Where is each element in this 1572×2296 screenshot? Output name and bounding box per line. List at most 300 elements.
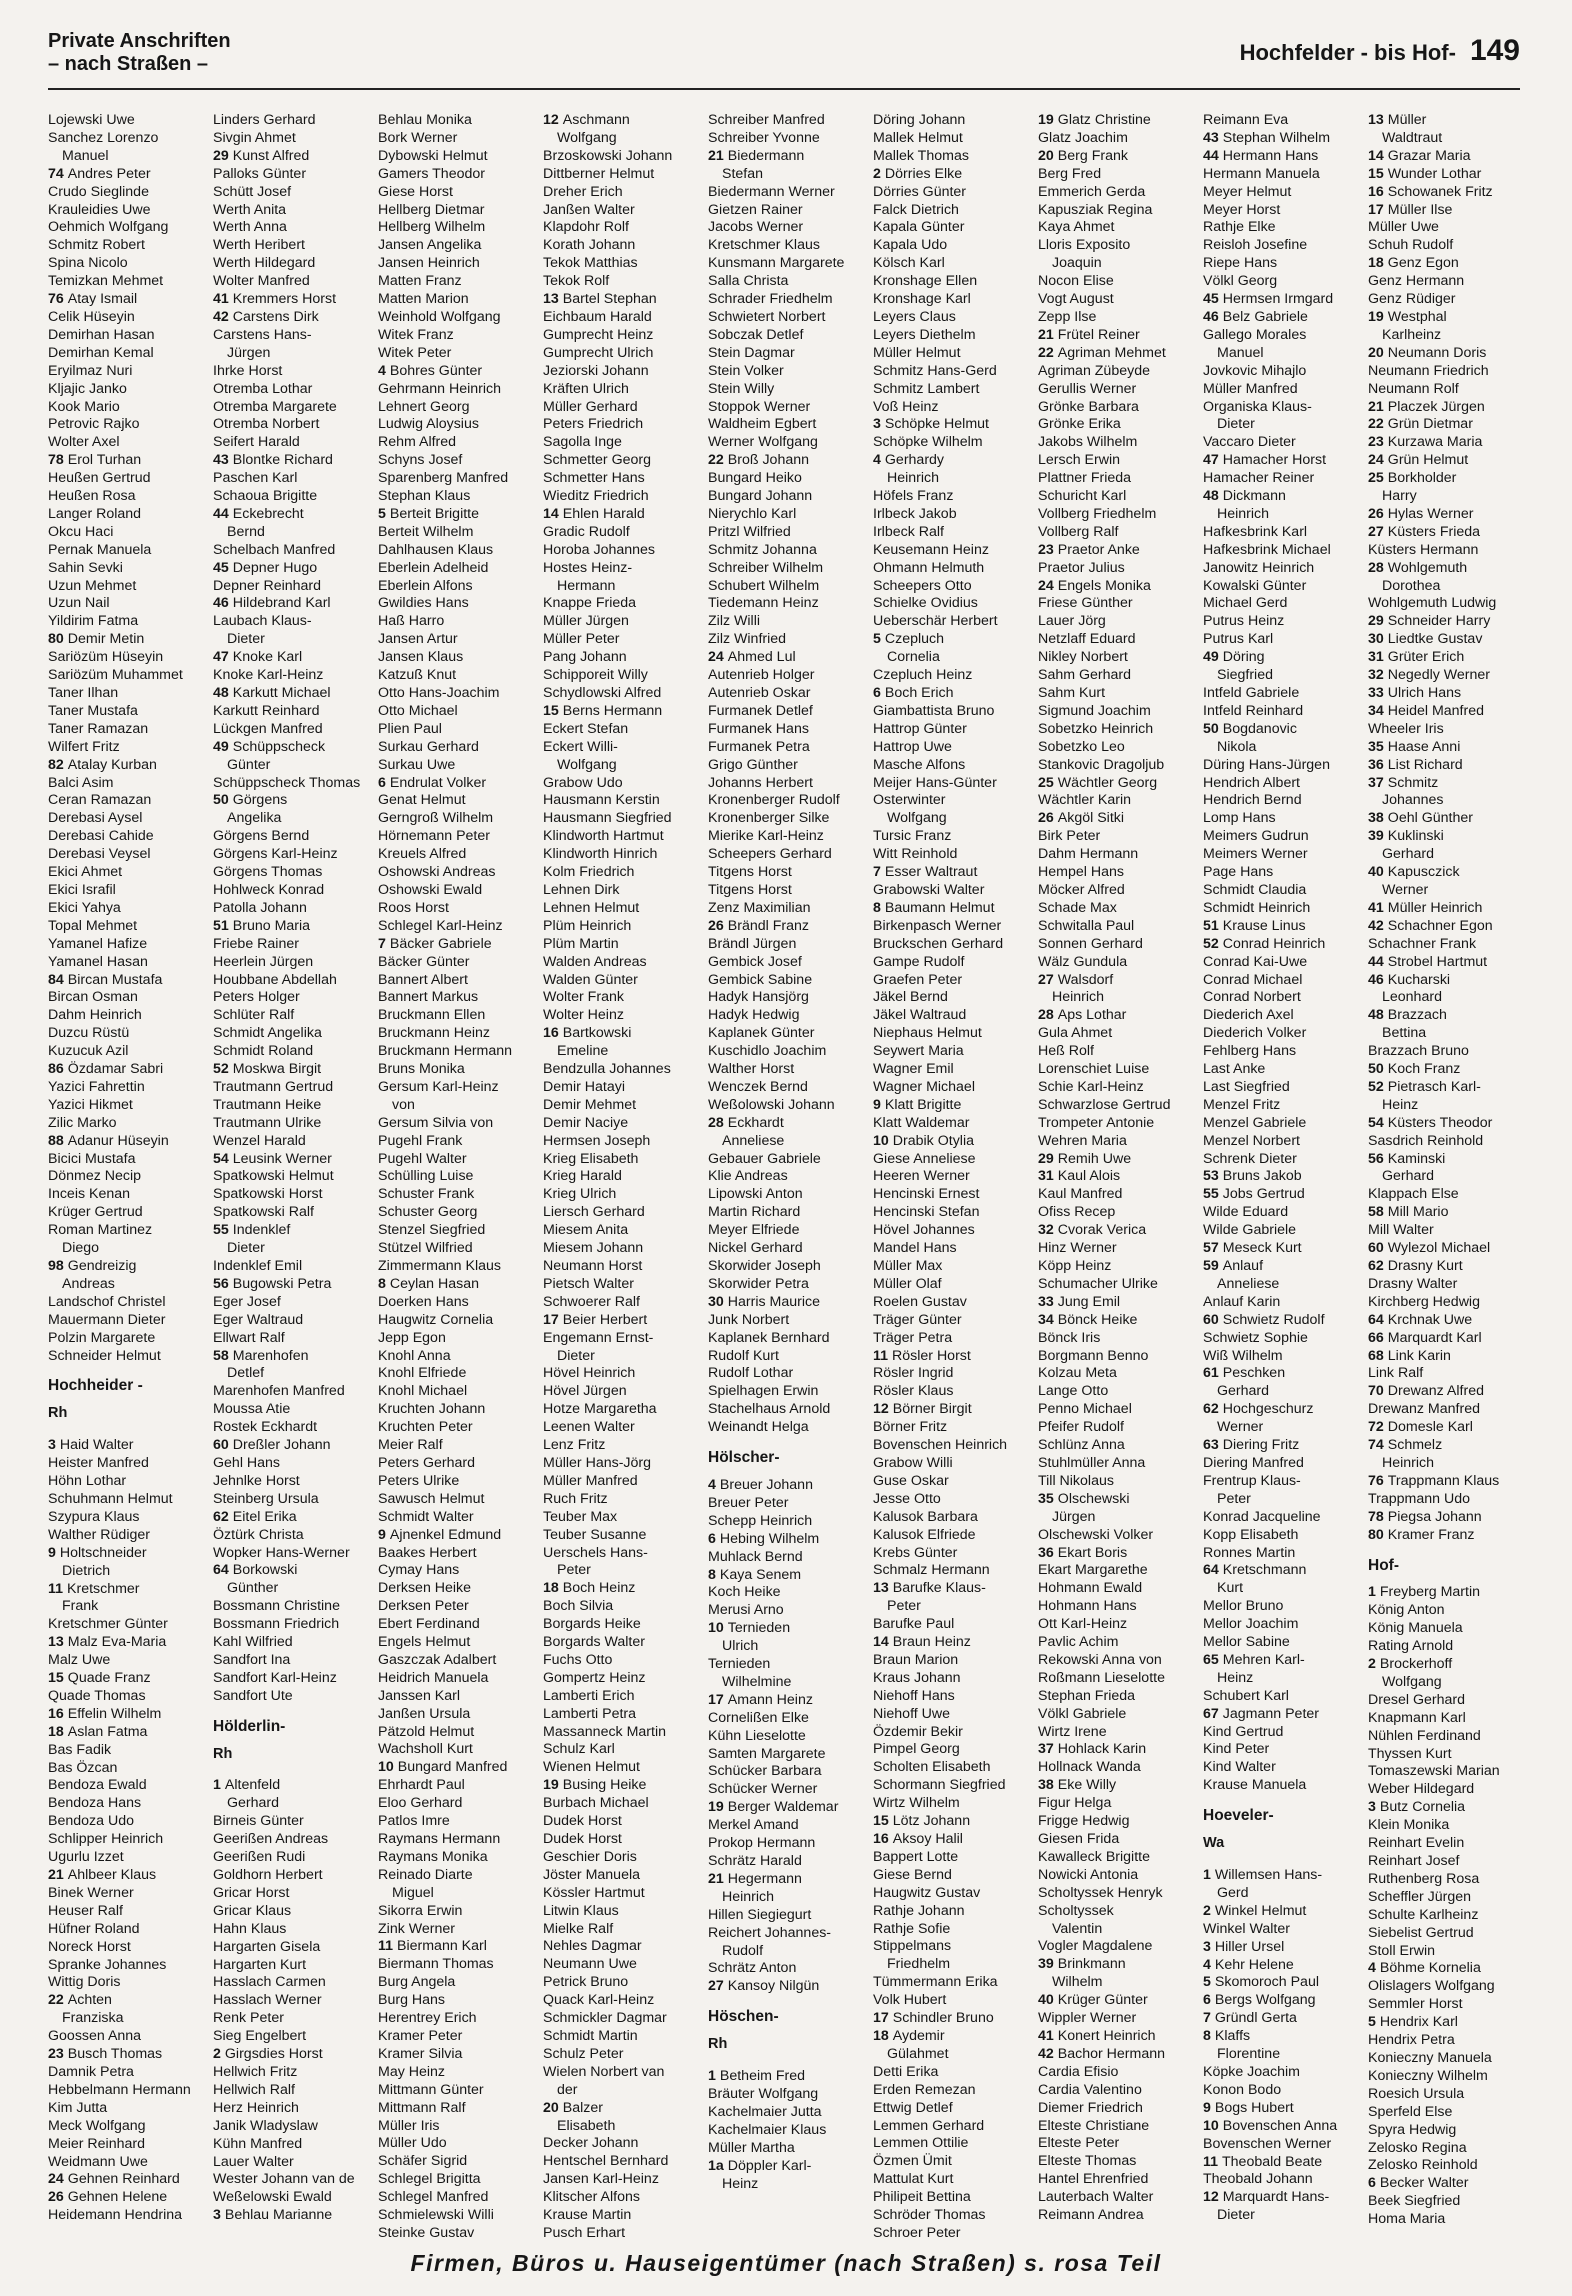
resident-entry: Zelosko Reinhold bbox=[1368, 2157, 1478, 2174]
entry-continuation: Dieter bbox=[227, 1240, 265, 1257]
resident-name: Olschewski bbox=[1057, 1490, 1130, 1507]
resident-entry: Ohmann Helmuth bbox=[873, 559, 985, 576]
resident-entry: Schmitz Hans-Gerd bbox=[873, 362, 997, 379]
resident-entry bbox=[1038, 578, 1198, 596]
resident-entry: Schreiber Manfred bbox=[708, 112, 825, 128]
resident-entry: Schroer Peter bbox=[873, 2224, 961, 2241]
house-number: 21 bbox=[1368, 398, 1384, 415]
resident-name: Bogdanovic bbox=[1222, 720, 1297, 737]
resident-name: Placzek Jürgen bbox=[1387, 398, 1485, 415]
resident-entry: Patlos Imre bbox=[378, 1813, 450, 1830]
house-number: 10 bbox=[873, 1132, 889, 1149]
resident-entry: Demirhan Hasan bbox=[48, 326, 155, 343]
resident-entry: Dudek Horst bbox=[543, 1813, 622, 1830]
resident-entry: Miesem Anita bbox=[543, 1222, 629, 1239]
resident-entry bbox=[1368, 345, 1528, 363]
house-number: 28 bbox=[1038, 1007, 1054, 1024]
resident-entry bbox=[1368, 470, 1528, 488]
house-number: 10 bbox=[708, 1620, 724, 1637]
house-number: 21 bbox=[708, 147, 724, 164]
resident-entry: Müller Martha bbox=[708, 2139, 795, 2156]
resident-entry: Ekici Israfil bbox=[48, 881, 116, 898]
resident-entry: Oshowski Andreas bbox=[378, 864, 496, 881]
resident-entry bbox=[1038, 1741, 1198, 1759]
resident-name: Kaminski bbox=[1387, 1150, 1446, 1167]
resident-entry: Gricar Horst bbox=[213, 1884, 290, 1901]
resident-entry bbox=[1368, 1151, 1528, 1169]
resident-entry: Jansen Karl-Heinz bbox=[543, 2171, 659, 2188]
resident-entry: Kronenberger Silke bbox=[708, 810, 830, 827]
resident-entry: Klie Andreas bbox=[708, 1168, 788, 1185]
resident-entry: Hadyk Hansjörg bbox=[708, 989, 809, 1006]
resident-entry: Eberlein Adelheid bbox=[378, 559, 489, 576]
resident-entry bbox=[1368, 1584, 1528, 1602]
resident-name: Ajnenkel Edmund bbox=[389, 1526, 502, 1543]
resident-entry bbox=[213, 2207, 373, 2225]
resident-entry: Spyra Hedwig bbox=[1368, 2121, 1457, 2138]
resident-entry bbox=[1203, 1240, 1363, 1258]
resident-entry: Hausmann Siegfried bbox=[543, 810, 672, 827]
resident-entry: Dudek Horst bbox=[543, 1831, 622, 1847]
resident-name: Biermann Karl bbox=[397, 1938, 487, 1955]
resident-entry: Rudolf Lothar bbox=[708, 1365, 794, 1382]
house-number: 28 bbox=[1368, 559, 1384, 576]
resident-name: Indenklef bbox=[232, 1222, 291, 1239]
resident-entry: Lamberti Petra bbox=[543, 1705, 637, 1722]
resident-entry bbox=[708, 1799, 868, 1817]
resident-entry: Nühlen Ferdinand bbox=[1368, 1727, 1481, 1744]
resident-name: Biedermann bbox=[727, 147, 805, 164]
resident-name: Bogs Hubert bbox=[1214, 2099, 1294, 2116]
house-number: 23 bbox=[48, 2046, 64, 2063]
house-number: 20 bbox=[543, 2099, 559, 2116]
resident-entry bbox=[48, 1258, 208, 1276]
house-number: 8 bbox=[378, 1275, 386, 1292]
resident-name: Bartkowski bbox=[562, 1025, 632, 1042]
resident-entry bbox=[1203, 2028, 1363, 2046]
resident-entry: Wagner Michael bbox=[873, 1078, 975, 1095]
resident-entry: Haugwitz Cornelia bbox=[378, 1311, 494, 1328]
resident-entry: Steinke Gustav bbox=[378, 2224, 475, 2241]
resident-entry: Autenrieb Holger bbox=[708, 667, 815, 684]
resident-entry: Derebasi Aysel bbox=[48, 810, 143, 827]
resident-entry: Bovenschen Heinrich bbox=[873, 1437, 1008, 1454]
resident-entry: Kaya Ahmet bbox=[1038, 219, 1115, 236]
resident-name: Schüppscheck bbox=[232, 738, 326, 755]
resident-entry: Zelosko Regina bbox=[1368, 2139, 1467, 2156]
resident-entry bbox=[1368, 775, 1528, 793]
house-number: 33 bbox=[1038, 1293, 1054, 1310]
entry-continuation: Gerd bbox=[1217, 1884, 1249, 1901]
resident-entry: Stützel Wilfried bbox=[378, 1240, 473, 1257]
resident-entry: Theobald Johann bbox=[1203, 2171, 1313, 2188]
resident-entry: Weidmann Uwe bbox=[48, 2153, 148, 2170]
resident-entry: Jansen Artur bbox=[378, 631, 458, 648]
resident-entry: Lauer Walter bbox=[213, 2153, 294, 2170]
resident-entry bbox=[48, 757, 208, 775]
resident-entry: Genz Hermann bbox=[1368, 273, 1465, 290]
resident-entry: Schmidt Roland bbox=[213, 1043, 314, 1060]
resident-entry: Trautmann Ulrike bbox=[213, 1114, 322, 1131]
resident-entry: Müller Hans-Jörg bbox=[543, 1454, 652, 1471]
house-number: 40 bbox=[1368, 864, 1384, 881]
resident-entry: Spielhagen Erwin bbox=[708, 1383, 819, 1400]
resident-entry: Autenrieb Oskar bbox=[708, 685, 811, 701]
resident-entry: Reinhart Evelin bbox=[1368, 1835, 1465, 1852]
resident-entry bbox=[48, 1133, 208, 1151]
resident-entry bbox=[1203, 1957, 1363, 1975]
resident-entry: Schyns Josef bbox=[378, 452, 463, 469]
resident-entry: Guse Oskar bbox=[873, 1472, 949, 1489]
entry-continuation: Hermann bbox=[557, 577, 616, 594]
resident-entry bbox=[213, 560, 373, 578]
resident-entry: König Manuela bbox=[1368, 1620, 1463, 1637]
resident-name: Karkutt Michael bbox=[232, 685, 331, 701]
house-number: 2 bbox=[213, 2046, 221, 2063]
resident-entry: Borgards Walter bbox=[543, 1634, 645, 1651]
resident-entry: Ruthenberg Rosa bbox=[1368, 1870, 1480, 1887]
resident-entry: Lemmen Ottilie bbox=[873, 2135, 969, 2152]
resident-entry: Sperfeld Else bbox=[1368, 2103, 1453, 2120]
resident-entry: Nikley Norbert bbox=[1038, 649, 1128, 666]
resident-entry: Schlüter Ralf bbox=[213, 1007, 295, 1024]
resident-entry: Hohlweck Konrad bbox=[213, 881, 325, 898]
resident-entry: Zilic Marko bbox=[48, 1114, 117, 1131]
resident-entry: Konieczny Wilhelm bbox=[1368, 2067, 1488, 2084]
resident-entry: Pernak Manuela bbox=[48, 541, 152, 558]
resident-entry: Müller Uwe bbox=[1368, 219, 1439, 236]
resident-name: Busing Heike bbox=[562, 1777, 647, 1794]
resident-entry: Schuster Frank bbox=[378, 1186, 475, 1203]
resident-entry bbox=[1203, 130, 1363, 148]
resident-entry: Schachner Frank bbox=[1368, 935, 1477, 952]
resident-name: Müller Heinrich bbox=[1387, 899, 1483, 916]
district-code: Rh bbox=[48, 1405, 68, 1422]
resident-entry: Reichert Johannes- bbox=[708, 1924, 832, 1941]
resident-entry: Conrad Norbert bbox=[1203, 989, 1301, 1006]
house-number: 74 bbox=[1368, 1437, 1384, 1454]
resident-entry: Schie Karl-Heinz bbox=[1038, 1078, 1144, 1095]
resident-entry: Dahm Heinrich bbox=[48, 1007, 142, 1024]
resident-entry: Kramer Silvia bbox=[378, 2045, 463, 2062]
resident-entry: Burg Hans bbox=[378, 1992, 446, 2009]
resident-entry: Trompeter Antonie bbox=[1038, 1114, 1155, 1131]
resident-name: Praetor Anke bbox=[1057, 541, 1140, 558]
resident-entry: Reimann Andrea bbox=[1038, 2207, 1144, 2224]
resident-entry: Mellor Bruno bbox=[1203, 1598, 1284, 1615]
entry-continuation: Heinrich bbox=[1052, 989, 1105, 1006]
resident-entry: Knapmann Karl bbox=[1368, 1709, 1466, 1726]
resident-entry: Schmalz Hermann bbox=[873, 1562, 990, 1579]
resident-entry: Walden Günter bbox=[543, 971, 638, 988]
directory-column bbox=[1203, 112, 1363, 2222]
resident-entry: Wilfert Fritz bbox=[48, 738, 120, 755]
resident-entry: Hamacher Reiner bbox=[1203, 470, 1315, 487]
resident-name: Böhme Kornelia bbox=[1379, 1960, 1481, 1977]
house-number: 23 bbox=[1368, 434, 1384, 451]
entry-continuation: Wolfgang bbox=[557, 756, 617, 773]
resident-entry: Mellor Joachim bbox=[1203, 1616, 1299, 1633]
house-number: 46 bbox=[1368, 971, 1384, 988]
resident-entry: Lemmen Gerhard bbox=[873, 2117, 985, 2134]
resident-entry bbox=[1038, 1151, 1198, 1169]
resident-entry bbox=[543, 1025, 703, 1043]
house-number: 64 bbox=[1203, 1562, 1219, 1579]
resident-entry: Schulz Karl bbox=[543, 1741, 615, 1758]
resident-name: Boch Heinz bbox=[562, 1580, 636, 1597]
resident-name: Becker Walter bbox=[1379, 2175, 1469, 2192]
resident-entry bbox=[1203, 1706, 1363, 1724]
resident-entry: Michael Gerd bbox=[1203, 595, 1288, 612]
house-number: 7 bbox=[1203, 2010, 1211, 2027]
house-number: 46 bbox=[213, 595, 229, 612]
entry-continuation: Manuel bbox=[1217, 344, 1264, 361]
house-number: 34 bbox=[1038, 1311, 1054, 1328]
resident-entry: Witek Peter bbox=[378, 344, 452, 361]
house-number: 4 bbox=[1203, 1956, 1211, 1973]
resident-entry bbox=[1203, 2154, 1363, 2172]
resident-entry: Özmen Ümit bbox=[873, 2153, 952, 2170]
resident-name: Küsters Theodor bbox=[1387, 1114, 1493, 1131]
resident-entry: Bovenschen Werner bbox=[1203, 2135, 1332, 2152]
resident-entry: Müller Peter bbox=[543, 631, 620, 648]
resident-entry: Kim Jutta bbox=[48, 2099, 108, 2116]
resident-entry bbox=[873, 2010, 1033, 2028]
resident-entry bbox=[1368, 631, 1528, 649]
house-number: 26 bbox=[708, 917, 724, 934]
resident-entry: Teuber Max bbox=[543, 1508, 618, 1525]
resident-entry: Wenzel Harald bbox=[213, 1132, 306, 1149]
resident-entry: Yazici Fahrettin bbox=[48, 1078, 145, 1095]
resident-name: Wohlgemuth bbox=[1387, 559, 1468, 576]
resident-entry bbox=[1203, 1312, 1363, 1330]
resident-entry: Vollberg Friedhelm bbox=[1038, 505, 1157, 522]
resident-entry: Scheepers Otto bbox=[873, 577, 972, 594]
resident-entry bbox=[1368, 1240, 1528, 1258]
house-number: 27 bbox=[1368, 523, 1384, 540]
resident-entry: Tekok Rolf bbox=[543, 273, 610, 290]
resident-entry: Kapala Günter bbox=[873, 219, 965, 236]
resident-entry: Herz Heinrich bbox=[213, 2099, 299, 2116]
house-number: 45 bbox=[213, 559, 229, 576]
resident-name: Malz Eva-Maria bbox=[67, 1634, 167, 1651]
resident-entry bbox=[213, 291, 373, 309]
house-number: 13 bbox=[48, 1634, 64, 1651]
resident-name: Döring bbox=[1222, 649, 1265, 666]
resident-entry bbox=[873, 416, 1033, 434]
resident-entry: Neumann Rolf bbox=[1368, 380, 1459, 397]
resident-entry: Schulte Karlheinz bbox=[1368, 1906, 1479, 1923]
resident-name: Ulrich Hans bbox=[1387, 685, 1462, 701]
resident-entry: Janowitz Heinrich bbox=[1203, 559, 1315, 576]
resident-name: Ternieden bbox=[727, 1620, 791, 1637]
house-number: 8 bbox=[708, 1566, 716, 1583]
house-number: 29 bbox=[1038, 1150, 1054, 1167]
house-number: 2 bbox=[873, 165, 881, 182]
resident-entry bbox=[1038, 1222, 1198, 1240]
resident-entry: Hellwich Fritz bbox=[213, 2063, 298, 2080]
resident-entry: Seifert Harald bbox=[213, 434, 300, 451]
resident-entry bbox=[873, 166, 1033, 184]
resident-entry: Gampe Rudolf bbox=[873, 953, 965, 970]
house-number: 54 bbox=[1368, 1114, 1384, 1131]
resident-entry: Janßen Ursula bbox=[378, 1705, 471, 1722]
house-number: 10 bbox=[1203, 2117, 1219, 2134]
resident-entry: Binek Werner bbox=[48, 1884, 134, 1901]
resident-entry bbox=[378, 775, 538, 793]
resident-entry: Tursic Franz bbox=[873, 828, 952, 845]
house-number: 50 bbox=[1203, 720, 1219, 737]
resident-entry bbox=[1203, 2189, 1363, 2207]
house-number: 45 bbox=[1203, 291, 1219, 308]
resident-name: Bäcker Gabriele bbox=[389, 935, 492, 952]
resident-entry: Reimann Eva bbox=[1203, 112, 1289, 128]
resident-entry: Gersum Karl-Heinz bbox=[378, 1078, 499, 1095]
resident-name: Hochgeschurz bbox=[1222, 1401, 1314, 1418]
entry-continuation: Dorothea bbox=[1382, 577, 1441, 594]
resident-entry: Netzlaff Eduard bbox=[1038, 631, 1136, 648]
resident-name: Schowanek Fritz bbox=[1387, 183, 1493, 200]
resident-entry: Schepp Heinrich bbox=[708, 1512, 813, 1529]
resident-entry bbox=[1368, 399, 1528, 417]
resident-entry: Mattulat Kurt bbox=[873, 2171, 954, 2188]
resident-entry bbox=[1368, 148, 1528, 166]
resident-entry bbox=[1368, 900, 1528, 918]
resident-name: Müller bbox=[1387, 112, 1427, 128]
resident-entry bbox=[1368, 506, 1528, 524]
resident-entry bbox=[873, 631, 1033, 649]
resident-entry bbox=[708, 1115, 868, 1133]
resident-entry: Heuser Ralf bbox=[48, 1902, 123, 1919]
resident-entry: Lipowski Anton bbox=[708, 1186, 803, 1203]
resident-entry: Schubert Wilhelm bbox=[708, 577, 820, 594]
resident-entry: Ekici Yahya bbox=[48, 899, 121, 916]
section-heading-line2: – nach Straßen – bbox=[48, 53, 209, 75]
resident-entry: Dahlhausen Klaus bbox=[378, 541, 494, 558]
resident-entry bbox=[708, 1978, 868, 1996]
house-number: 12 bbox=[873, 1401, 889, 1418]
resident-entry: Gradic Rudolf bbox=[543, 523, 630, 540]
resident-entry: Wehren Maria bbox=[1038, 1132, 1127, 1149]
house-number: 78 bbox=[1368, 1508, 1384, 1525]
resident-entry bbox=[708, 1531, 868, 1549]
resident-name: Kehr Helene bbox=[1214, 1956, 1294, 1973]
resident-entry: Gumprecht Heinz bbox=[543, 326, 654, 343]
entry-continuation: Angelika bbox=[227, 810, 282, 827]
resident-entry bbox=[1368, 1258, 1528, 1276]
district-code: Rh bbox=[213, 1745, 233, 1762]
resident-entry: Knoke Karl-Heinz bbox=[213, 667, 324, 684]
resident-entry bbox=[48, 291, 208, 309]
house-number: 41 bbox=[1368, 899, 1384, 916]
resident-entry: Bendzulla Johannes bbox=[543, 1061, 671, 1078]
resident-entry bbox=[873, 1831, 1033, 1849]
resident-entry: Schneider Helmut bbox=[48, 1347, 161, 1364]
resident-entry: Schreiber Yvonne bbox=[708, 129, 820, 146]
resident-entry: Zink Werner bbox=[378, 1920, 455, 1937]
resident-entry: Bruckmann Heinz bbox=[378, 1025, 490, 1042]
resident-entry: Wenczek Bernd bbox=[708, 1078, 808, 1095]
resident-entry bbox=[213, 148, 373, 166]
resident-name: Hendrix Karl bbox=[1379, 2014, 1458, 2031]
resident-entry: Raymans Monika bbox=[378, 1848, 488, 1865]
house-number: 18 bbox=[543, 1580, 559, 1597]
resident-entry: Jehnlke Horst bbox=[213, 1472, 300, 1489]
resident-entry: Meijer Hans-Günter bbox=[873, 774, 997, 791]
resident-entry: Düring Hans-Jürgen bbox=[1203, 756, 1330, 773]
resident-entry: Hostes Heinz- bbox=[543, 559, 633, 576]
entry-continuation: Siegfried bbox=[1217, 667, 1273, 684]
entry-continuation: Wilhelm bbox=[1052, 1974, 1103, 1991]
resident-name: Dreßler Johann bbox=[232, 1437, 331, 1454]
resident-entry bbox=[1368, 1960, 1528, 1978]
resident-entry: Liersch Gerhard bbox=[543, 1204, 645, 1221]
resident-entry: Kraus Johann bbox=[873, 1669, 961, 1686]
entry-continuation: Dieter bbox=[227, 631, 265, 648]
house-number: 11 bbox=[1203, 2153, 1218, 2170]
resident-entry: Fuchs Otto bbox=[543, 1651, 613, 1668]
resident-entry: Scheffler Jürgen bbox=[1368, 1888, 1472, 1905]
house-number: 30 bbox=[708, 1293, 724, 1310]
resident-entry: Görgens Thomas bbox=[213, 864, 323, 881]
resident-entry: Wolter Heinz bbox=[543, 1007, 624, 1024]
resident-entry: Yamanel Hasan bbox=[48, 953, 148, 970]
house-number: 19 bbox=[1368, 308, 1384, 325]
resident-name: Döppler Karl- bbox=[727, 2157, 812, 2174]
resident-entry: Kruchten Johann bbox=[378, 1401, 486, 1418]
entry-continuation: Detlef bbox=[227, 1365, 265, 1382]
resident-entry: Kuschidlo Joachim bbox=[708, 1043, 827, 1060]
resident-name: Heidel Manfred bbox=[1387, 702, 1484, 719]
house-number: 24 bbox=[1368, 452, 1384, 469]
resident-name: Drabik Otylia bbox=[892, 1132, 974, 1149]
resident-entry: Gebauer Gabriele bbox=[708, 1150, 821, 1167]
resident-name: Bohres Günter bbox=[389, 362, 483, 379]
resident-entry: Gumprecht Ulrich bbox=[543, 344, 654, 361]
resident-name: Remih Uwe bbox=[1057, 1150, 1132, 1167]
resident-entry: Kretschmer Klaus bbox=[708, 237, 820, 254]
house-number: 17 bbox=[873, 2010, 889, 2027]
resident-entry: Sandfort Ute bbox=[213, 1687, 293, 1704]
resident-entry: Wolter Axel bbox=[48, 434, 120, 451]
house-number: 39 bbox=[1038, 1956, 1054, 1973]
resident-entry bbox=[1368, 184, 1528, 202]
house-number: 5 bbox=[378, 505, 386, 522]
resident-name: Haase Anni bbox=[1387, 738, 1461, 755]
resident-entry: Müller Helmut bbox=[873, 344, 961, 361]
resident-entry: Klappach Else bbox=[1368, 1186, 1459, 1203]
resident-entry: Mallek Thomas bbox=[873, 147, 969, 164]
resident-entry: Hendrix Petra bbox=[1368, 2032, 1455, 2049]
entry-continuation: Harry bbox=[1382, 488, 1417, 505]
resident-entry: Semmler Horst bbox=[1368, 1996, 1463, 2013]
house-number: 80 bbox=[48, 631, 64, 648]
resident-entry: Hebbelmann Hermann bbox=[48, 2081, 191, 2098]
resident-entry: Kronenberger Rudolf bbox=[708, 792, 840, 809]
resident-entry: Pimpel Georg bbox=[873, 1741, 960, 1758]
resident-name: Klatt Brigitte bbox=[884, 1096, 962, 1113]
resident-entry bbox=[213, 1276, 373, 1294]
resident-entry bbox=[1368, 703, 1528, 721]
resident-name: Krchnak Uwe bbox=[1387, 1311, 1473, 1328]
resident-entry: Kössler Hartmut bbox=[543, 1884, 645, 1901]
resident-entry: Spranke Johannes bbox=[48, 1956, 167, 1973]
resident-name: Kremmers Horst bbox=[232, 291, 337, 308]
house-number: 29 bbox=[1368, 613, 1384, 630]
house-number: 2 bbox=[1368, 1656, 1376, 1673]
resident-name: Bugowski Petra bbox=[232, 1275, 332, 1292]
entry-continuation: der bbox=[557, 2081, 578, 2098]
